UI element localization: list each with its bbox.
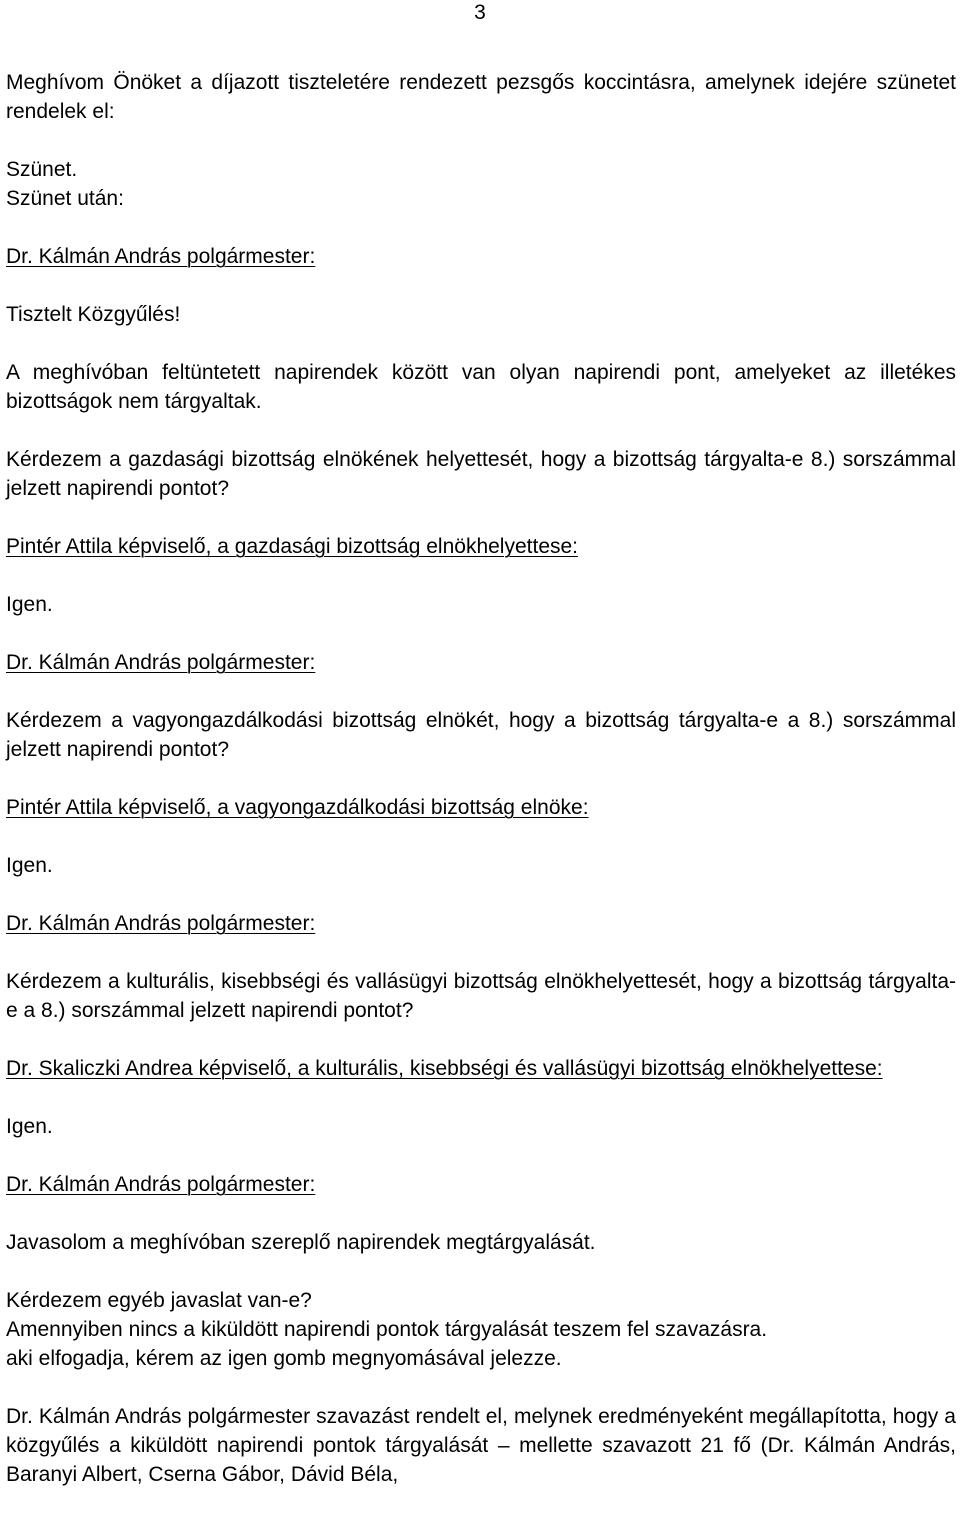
speaker-heading-pinter-property: Pintér Attila képviselő, a vagyongazdálkodási bizottság elnöke: xyxy=(6,796,589,819)
paragraph-vote-call: Amennyiben nincs a kiküldött napirendi pontok tárgyalását teszem fel szavazásra. xyxy=(6,1318,768,1341)
paragraph-question-property: Kérdezem a vagyongazdálkodási bizottság elnökét, hogy a bizottság tárgyalta-e a 8.) sorszámmal jelzett napirendi pontot? xyxy=(6,709,956,761)
page-number: 3 xyxy=(474,1,486,24)
speaker-heading-mayor: Dr. Kálmán András polgármester: xyxy=(6,1173,316,1196)
paragraph-vote-instruction: aki elfogadja, kérem az igen gomb megnyomásával jelezze. xyxy=(6,1347,562,1370)
speaker-heading-mayor: Dr. Kálmán András polgármester: xyxy=(6,245,316,268)
paragraph-question-economic: Kérdezem a gazdasági bizottság elnökének helyettesét, hogy a bizottság tárgyalta-e 8.) sorszámmal jelzett napirendi pontot? xyxy=(6,448,956,500)
paragraph-answer-yes: Igen. xyxy=(6,854,53,877)
paragraph-other-proposal: Kérdezem egyéb javaslat van-e? xyxy=(6,1289,312,1312)
speaker-heading-mayor: Dr. Kálmán András polgármester: xyxy=(6,651,316,674)
paragraph-question-cultural: Kérdezem a kulturális, kisebbségi és vallásügyi bizottság elnökhelyettesét, hogy a bizottság tárgyalta-e a 8.) sorszámmal jelzett napirendi pontot? xyxy=(6,970,956,1022)
paragraph-invitation: Meghívom Önöket a díjazott tiszteletére rendezett pezsgős koccintásra, amelynek idejére szünetet rendelek el: xyxy=(6,71,956,123)
document-body xyxy=(6,68,956,1489)
paragraph-answer-yes: Igen. xyxy=(6,593,53,616)
paragraph-after-break: Szünet után: xyxy=(6,187,124,210)
paragraph-break: Szünet. xyxy=(6,158,78,181)
paragraph-agenda-note: A meghívóban feltüntetett napirendek között van olyan napirendi pont, amelyeket az illetékes bizottságok nem tárgyaltak. xyxy=(6,361,956,413)
speaker-heading-pinter-economic: Pintér Attila képviselő, a gazdasági bizottság elnökhelyettese: xyxy=(6,535,579,558)
paragraph-answer-yes: Igen. xyxy=(6,1115,53,1138)
speaker-heading-skaliczki: Dr. Skaliczki Andrea képviselő, a kulturális, kisebbségi és vallásügyi bizottság elnökhelyettese: xyxy=(6,1057,883,1080)
paragraph-proposal: Javasolom a meghívóban szereplő napirendek megtárgyalását. xyxy=(6,1231,596,1254)
speaker-heading-mayor: Dr. Kálmán András polgármester: xyxy=(6,912,316,935)
paragraph-vote-result: Dr. Kálmán András polgármester szavazást rendelt el, melynek eredményeként megállapította, hogy a közgyűlés a kiküldött napirendi pontok tárgyalását – mellette szavazott 21 fő (Dr. Kálmán András, Baranyi Albert, Cserna Gábor, Dávid Béla, xyxy=(6,1405,956,1486)
paragraph-salutation: Tisztelt Közgyűlés! xyxy=(6,303,181,326)
